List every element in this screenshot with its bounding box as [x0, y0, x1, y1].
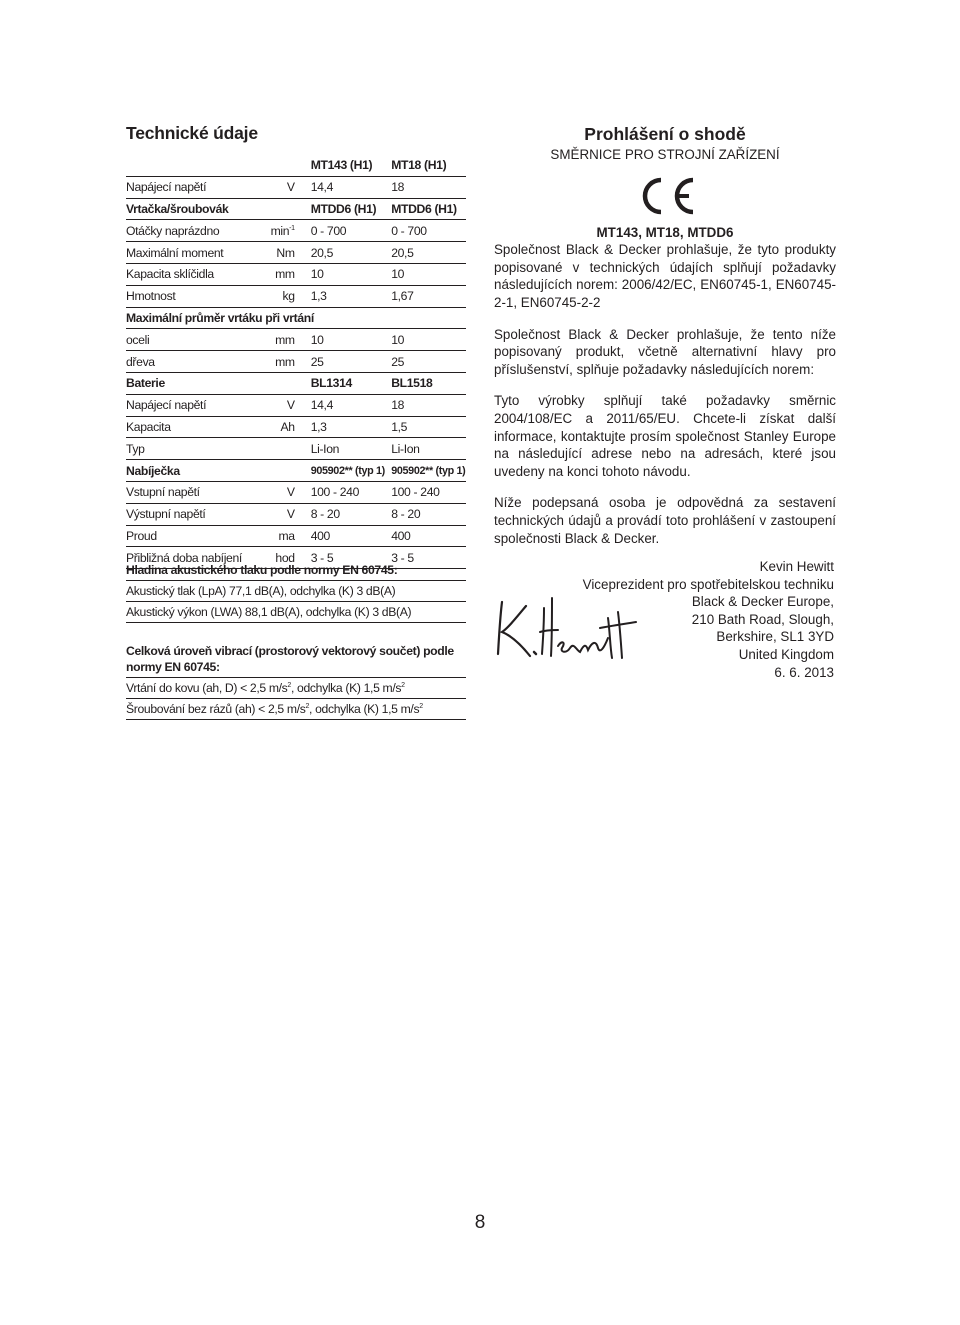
tech-title: Technické údaje — [126, 123, 258, 143]
spec-header-cell — [126, 155, 259, 176]
tech-section — [126, 123, 466, 569]
signer-date: 6. 6. 2013 — [774, 664, 834, 680]
declaration-paragraph-1: Společnost Black & Decker prohlašuje, že tyto produkty popisované v technických údajích splňují požadavky následujících norem: 2006/42/EC, EN60745-1, EN60745-2-1, EN60745-2-2 — [494, 242, 836, 310]
spec-row — [126, 372, 466, 394]
spec-row — [126, 416, 466, 438]
spec-value-mt18: Li-Ion — [391, 438, 466, 460]
handwritten-signature — [490, 588, 640, 668]
spec-value-mt143: 1,3 — [297, 416, 392, 438]
spec-table — [126, 155, 466, 569]
spec-unit: kg — [259, 285, 297, 307]
spec-value-mt143: 20,5 — [297, 242, 392, 264]
noise-line-power: Akustický výkon (LWA) 88,1 dB(A), odchylka (K) 3 dB(A) — [126, 602, 466, 623]
spec-label: Vstupní napětí — [126, 481, 259, 503]
spec-label: Výstupní napětí — [126, 503, 259, 525]
spec-value-mt18: 10 — [391, 263, 466, 285]
spec-row — [126, 525, 466, 547]
spec-value-mt18: 100 - 240 — [391, 481, 466, 503]
spec-row — [126, 329, 466, 351]
spec-value-mt143: 905902** (typ 1) — [297, 460, 392, 482]
spec-value-mt18: 3 - 5 — [391, 547, 466, 569]
spec-header-cell: MT18 (H1) — [391, 155, 466, 176]
spec-label: Hmotnost — [126, 285, 259, 307]
spec-label: Maximální moment — [126, 242, 259, 264]
declaration-title: Prohlášení o shodě — [584, 124, 746, 144]
spec-unit: Nm — [259, 242, 297, 264]
spec-label: Vrtačka/šroubovák — [126, 198, 259, 220]
spec-value-mt18: BL1518 — [391, 372, 466, 394]
spec-row — [126, 438, 466, 460]
spec-value-mt143: 1,3 — [297, 285, 392, 307]
spec-value-mt143: 400 — [297, 525, 392, 547]
declaration-paragraph-2: Společnost Black & Decker prohlašuje, že tento níže popisovaný produkt, včetně alternativní hlavy pro příslušenství, splňuje požadavky následujících norem: — [494, 326, 836, 377]
spec-unit — [259, 372, 297, 394]
spec-unit: Ah — [259, 416, 297, 438]
spec-row — [126, 220, 466, 242]
spec-value-mt18: 8 - 20 — [391, 503, 466, 525]
spec-header-cell: MT143 (H1) — [297, 155, 392, 176]
declaration-section — [494, 123, 836, 561]
spec-value-mt18: 905902** (typ 1) — [391, 460, 466, 482]
spec-unit — [259, 460, 297, 482]
spec-unit: V — [259, 394, 297, 416]
page-number: 8 — [474, 1212, 486, 1233]
spec-label: Maximální průměr vrtáku při vrtání — [126, 307, 466, 329]
spec-label: Baterie — [126, 372, 259, 394]
spec-value-mt18: 20,5 — [391, 242, 466, 264]
spec-row — [126, 285, 466, 307]
spec-header-row — [126, 155, 466, 176]
spec-label: dřeva — [126, 351, 259, 373]
spec-value-mt18: 1,5 — [391, 416, 466, 438]
spec-unit — [259, 438, 297, 460]
spec-value-mt18: 25 — [391, 351, 466, 373]
spec-row — [126, 503, 466, 525]
signer-role: Viceprezident pro spotřebitelskou techniku — [582, 576, 834, 592]
spec-value-mt143: 3 - 5 — [297, 547, 392, 569]
noise-heading: Hladina akustického tlaku podle normy EN 60745: — [126, 562, 466, 581]
spec-value-mt143: 100 - 240 — [297, 481, 392, 503]
signer-street: 210 Bath Road, Slough, — [691, 611, 834, 627]
spec-unit: hod — [259, 547, 297, 569]
spec-label: Typ — [126, 438, 259, 460]
signer-name: Kevin Hewitt — [759, 559, 834, 574]
spec-row — [126, 176, 466, 198]
declaration-subtitle: SMĚRNICE PRO STROJNÍ ZAŘÍZENÍ — [550, 147, 780, 162]
declaration-paragraph-4: Níže podepsaná osoba je odpovědná za sestavení technických údajů a provádí toto prohlášení v zastoupení společnosti Black & Decker. — [494, 495, 836, 546]
spec-unit: V — [259, 503, 297, 525]
spec-row — [126, 460, 466, 482]
spec-unit: mm — [259, 351, 297, 373]
spec-value-mt143: MTDD6 (H1) — [297, 198, 392, 220]
spec-value-mt18: 18 — [391, 176, 466, 198]
vibration-heading: Celková úroveň vibrací (prostorový vektorový součet) podle normy EN 60745: — [126, 643, 466, 678]
spec-label: oceli — [126, 329, 259, 351]
spec-row — [126, 394, 466, 416]
spec-value-mt18: MTDD6 (H1) — [391, 198, 466, 220]
spec-value-mt18: 1,67 — [391, 285, 466, 307]
spec-row — [126, 481, 466, 503]
declaration-models: MT143, MT18, MTDD6 — [596, 224, 734, 240]
spec-value-mt143: 14,4 — [297, 394, 392, 416]
noise-vibration-section — [126, 562, 466, 720]
signer-region: Berkshire, SL1 3YD — [716, 629, 834, 645]
ce-mark-icon — [633, 176, 697, 216]
spec-value-mt143: Li-Ion — [297, 438, 392, 460]
spec-label: Kapacita — [126, 416, 259, 438]
spec-label: Nabíječka — [126, 460, 259, 482]
noise-line-pressure: Akustický tlak (LpA) 77,1 dB(A), odchylka (K) 3 dB(A) — [126, 581, 466, 602]
spec-label: Napájecí napětí — [126, 394, 259, 416]
spec-row — [126, 198, 466, 220]
spec-value-mt143: BL1314 — [297, 372, 392, 394]
spec-value-mt143: 10 — [297, 329, 392, 351]
spec-row — [126, 351, 466, 373]
spec-value-mt18: 0 - 700 — [391, 220, 466, 242]
spec-value-mt18: 18 — [391, 394, 466, 416]
spec-value-mt18: 10 — [391, 329, 466, 351]
spec-unit: V — [259, 176, 297, 198]
signer-country: United Kingdom — [738, 646, 834, 662]
spec-row — [126, 307, 466, 329]
spec-unit: mm — [259, 263, 297, 285]
spec-row — [126, 263, 466, 285]
declaration-paragraph-3: Tyto výrobky splňují také požadavky směrnic 2004/108/EC a 2011/65/EU. Chcete-li získat další informace, kontaktujte prosím společnost Stanley Europe na následující adrese nebo na adresách, které jsou uvedeny na konci tohoto návodu. — [494, 393, 836, 479]
spec-label: Přibližná doba nabíjení — [126, 547, 259, 569]
spec-unit: mm — [259, 329, 297, 351]
spec-label: Napájecí napětí — [126, 176, 259, 198]
spec-value-mt143: 0 - 700 — [297, 220, 392, 242]
spec-row — [126, 242, 466, 264]
signer-company: Black & Decker Europe, — [691, 594, 834, 610]
spec-label: Otáčky naprázdno — [126, 220, 259, 242]
spec-unit: $\min^{-1}$ — [259, 220, 297, 242]
spec-value-mt18: 400 — [391, 525, 466, 547]
spec-value-mt143: 25 — [297, 351, 392, 373]
spec-unit: V — [259, 481, 297, 503]
spec-unit — [259, 198, 297, 220]
spec-label: Proud — [126, 525, 259, 547]
spec-value-mt143: 14,4 — [297, 176, 392, 198]
vibration-line-drilling: Vrtání do kovu (ah, D) < 2,5 $m/s^2$, odchylka (K) 1,5 $m/s^2$ — [126, 678, 466, 699]
spec-header-cell — [259, 155, 297, 176]
vibration-line-screwdriving: Šroubování bez rázů (ah) < 2,5 $m/s^2$, odchylka (K) 1,5 $m/s^2$ — [126, 699, 466, 720]
spec-unit: ma — [259, 525, 297, 547]
spec-label: Kapacita sklíčidla — [126, 263, 259, 285]
spec-value-mt143: 10 — [297, 263, 392, 285]
spec-value-mt143: 8 - 20 — [297, 503, 392, 525]
